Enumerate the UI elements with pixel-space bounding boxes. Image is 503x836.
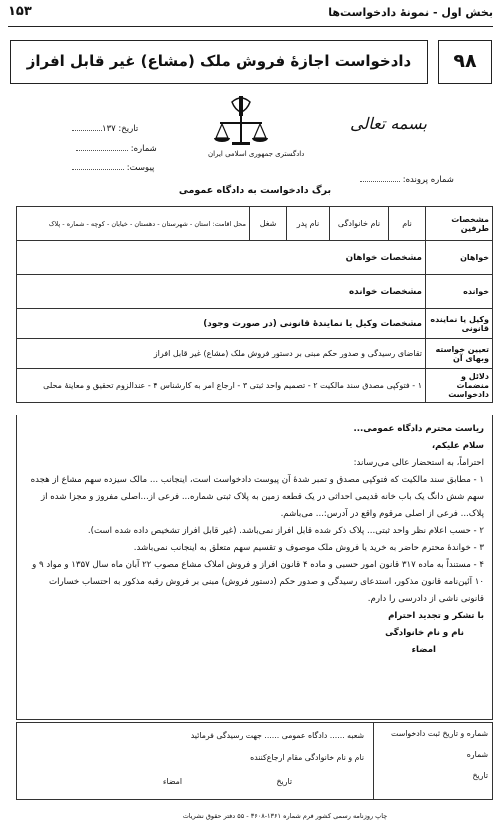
table-header-row (17, 207, 493, 241)
row-label: خواهان (426, 241, 493, 275)
signature-label: امضاء (411, 645, 436, 655)
column-header: مشخصات طرفین (426, 207, 493, 241)
footer-number-label: شماره (466, 750, 488, 759)
evidence-text: ۱ - فتوکپی مصدق سند مالکیت ۲ - تصمیم واحد ثبتی ۳ - ارجاع امر به کارشناس ۴ - عندالزوم تحقیق و معاینهٔ محلی (17, 369, 426, 403)
evidence-label: دلائل و منضمات دادخواست (426, 369, 493, 403)
table-row (17, 309, 493, 339)
number-label: شماره (133, 144, 157, 154)
column-header: محل اقامت: استان - شهرستان - دهستان - خیابان - کوچه - شماره - پلاک (17, 207, 250, 241)
row-label: خوانده (426, 275, 493, 309)
party-table (16, 206, 493, 403)
column-header: نام (389, 207, 426, 241)
table-row (17, 241, 493, 275)
date-label: تاریخ (121, 124, 139, 134)
emblem-icon (210, 94, 272, 152)
lawyer-details: مشخصات وکیل یا نمایندهٔ قانونی (در صورت وجود) (17, 309, 426, 339)
petition-body (16, 415, 493, 720)
salutation: ریاست محترم دادگاه عمومی... (353, 424, 484, 434)
claim-text: تقاضای رسیدگی و صدور حکم مبنی بر دستور فروش ملک (مشاع) غیر قابل افراز (17, 339, 426, 369)
paragraph-1: ۱ - مطابق سند مالکیت که فتوکپی مصدق و تمبر شدهٔ آن پیوست دادخواست است، اینجانب ... مالک سیزده سهم مشاع از هجده سهم شش دانگ یک باب خانه قدیمی احداثی در یک قطعه زمین به پلاک ثبتی شماره... فرعی از...اصلی مفروز و مجزا شده از پلاک... فرعی از اصلی مرقوم واقع در آدرس:... می‌باشم. (30, 475, 484, 519)
table-row (17, 369, 493, 403)
case-number-label: شماره پرونده (405, 175, 454, 185)
registration-box (373, 723, 492, 799)
page-header (8, 4, 493, 27)
closing: با تشکر و تجدید احترام (388, 611, 484, 621)
registration-label: شماره و تاریخ ثبت دادخواست (391, 729, 488, 738)
date-value: ۱۳۷ (102, 124, 116, 134)
case-number-field: شماره پرونده: (360, 175, 454, 185)
institution-name: دادگستری جمهوری اسلامی ایران (208, 150, 305, 158)
referral-text: شعبه ...... دادگاه عمومی ...... جهت رسیدگی فرمائید (190, 731, 364, 740)
page-number: ۱۵۳ (8, 4, 32, 19)
form-title: دادخواست اجازهٔ فروش ملک (مشاع) غیر قابل افراز (10, 40, 428, 84)
section-title: بخش اول - نمونهٔ دادخواست‌ها (328, 6, 493, 19)
paragraph-4: ۴ - مستنداً به ماده ۳۱۷ قانون امور حسبی و ماده ۴ قانون افراز و فروش املاک مشاع مصوب ۲۲ آبان ماه سال ۱۳۵۷ و مواد ۹ و ۱۰ آئین‌نامه قانون مذکور، استدعای رسیدگی و صدور حکم (دستور فروش) مبنی بر فروش رقبه مذکور به احتساب خسارات قانونی ناشی از دادرسی را دارم. (32, 560, 484, 604)
paragraph-3: ۳ - خواندهٔ محترم حاضر به خرید یا فروش ملک موصوف و تقسیم سهم متعلق به اینجانب نمی‌باشد. (133, 543, 484, 553)
intro: احتراماً، به استحضار عالی می‌رساند: (353, 458, 484, 468)
date-field: تاریخ: ۱۳۷ (72, 124, 138, 134)
basmala: بسمه تعالی (350, 114, 427, 133)
column-header: نام خانوادگی (330, 207, 389, 241)
attachment-field: پیوست: (72, 163, 154, 173)
defendant-details: مشخصات خوانده (17, 275, 426, 309)
footer-signature-small: امضاء (162, 777, 182, 786)
plaintiff-details: مشخصات خواهان (17, 241, 426, 275)
attachment-label: پیوست (129, 163, 155, 173)
table-row (17, 339, 493, 369)
table-row (17, 275, 493, 309)
column-header: نام پدر (287, 207, 330, 241)
signer-name: نام و نام خانوادگی (385, 628, 464, 638)
addressee: برگ دادخواست به دادگاه عمومی (178, 185, 332, 196)
footer-date-label: تاریخ (472, 771, 488, 780)
footer-date-small: تاریخ (276, 777, 292, 786)
column-header: شغل (250, 207, 287, 241)
row-label: وکیل یا نماینده قانونی (426, 309, 493, 339)
printer-note: چاپ روزنامه رسمی کشور فرم شماره ۱۳۶۱-۳۶۰۸ - ۵۵ دفتر حقوق نشریات (182, 812, 388, 820)
number-field: شماره: (76, 144, 157, 154)
registration-footer (16, 722, 493, 800)
claim-label: تعیین خواسته وبهای آن (426, 339, 493, 369)
greeting: سلام علیکم، (431, 441, 484, 451)
paragraph-2: ۲ - حسب اعلام نظر واحد ثبتی... پلاک ذکر شده قابل افراز نمی‌باشد. (غیر قابل افراز تشخیص داده شده است). (87, 526, 484, 536)
referrer-label: نام و نام خانوادگی مقام ارجاع‌کننده (250, 753, 364, 762)
form-number: ۹۸ (438, 40, 492, 84)
